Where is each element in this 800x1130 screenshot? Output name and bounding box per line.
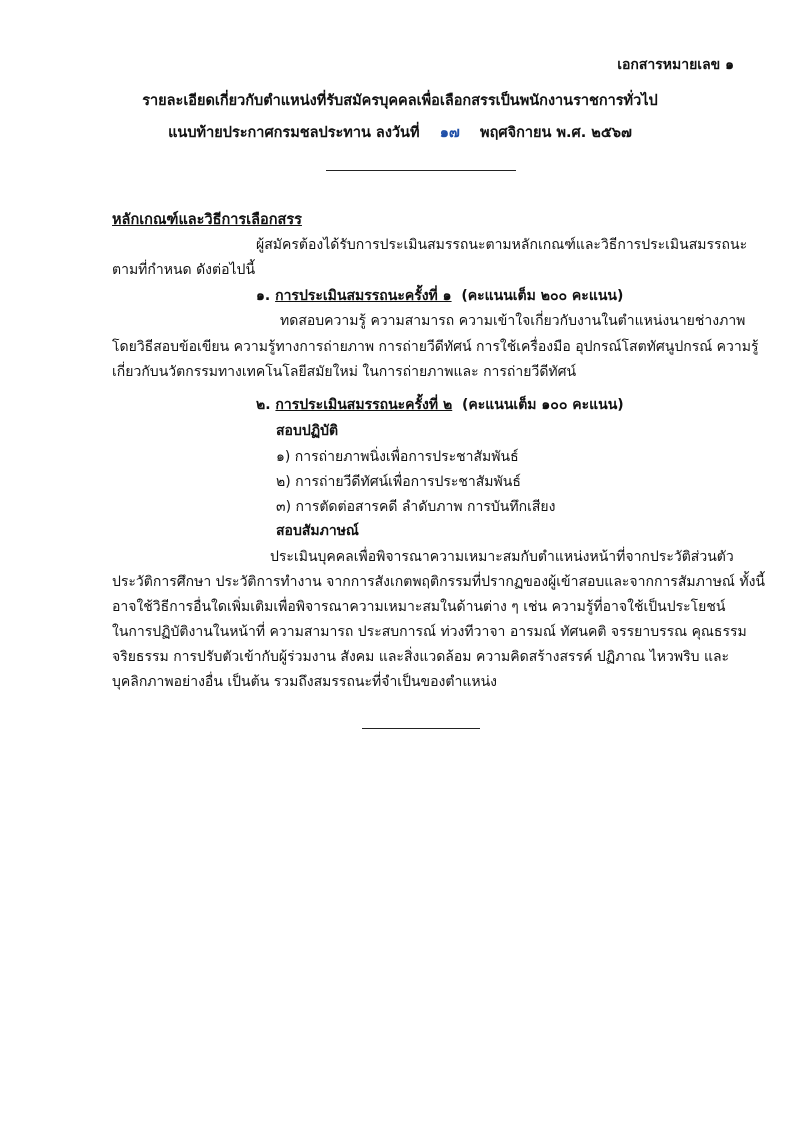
interview-line-1: ประเมินบุคคลเพื่อพิจารณาความเหมาะสมกับตำแหน่งหน้าที่จากประวัติส่วนตัว xyxy=(270,549,734,565)
assessment-1-line-2: โดยวิธีสอบข้อเขียน ความรู้ทางการถ่ายภาพ การถ่ายวีดีทัศน์ การใช้เครื่องมือ อุปกรณ์โสตทัศนูปกรณ์ ความรู้ xyxy=(112,339,759,355)
assessment-1-heading xyxy=(256,287,623,305)
interview-line-5: จริยธรรม การปรับตัวเข้ากับผู้ร่วมงาน สังคม และสิ่งแวดล้อม ความคิดสร้างสรรค์ ปฏิภาณ ไหวพริบ และ xyxy=(112,649,730,665)
document-number: เอกสารหมายเลข ๑ xyxy=(617,57,734,73)
document-subtitle xyxy=(0,124,800,142)
interview-line-2: ประวัติการศึกษา ประวัติการทำงาน จากการสังเกตพฤติกรรมที่ปรากฏของผู้เข้าสอบและจากการสัมภาษณ์ ทั้งนี้ xyxy=(112,574,765,590)
interview-line-3: อาจใช้วิธีการอื่นใดเพิ่มเติมเพื่อพิจารณาความเหมาะสมในด้านต่าง ๆ เช่น ความรู้ที่อาจใช้เป็นประโยชน์ xyxy=(112,599,726,615)
assessment-2-score: (คะแนนเต็ม ๑๐๐ คะแนน) xyxy=(461,397,624,413)
practical-item-1: ๑) การถ่ายภาพนิ่งเพื่อการประชาสัมพันธ์ xyxy=(276,449,519,465)
announcement-month-year: พฤศจิกายน พ.ศ. ๒๕๖๗ xyxy=(480,125,632,141)
practical-item-3: ๓) การตัดต่อสารคดี ลำดับภาพ การบันทึกเสียง xyxy=(276,499,556,515)
intro-line-2: ตามที่กำหนด ดังต่อไปนี้ xyxy=(112,262,256,278)
practical-heading: สอบปฏิบัติ xyxy=(276,423,339,439)
assessment-1-line-1: ทดสอบความรู้ ความสามารถ ความเข้าใจเกี่ยวกับงานในตำแหน่งนายช่างภาพ xyxy=(280,313,746,329)
assessment-2-label: การประเมินสมรรถนะครั้งที่ ๒ xyxy=(275,397,453,413)
document-title: รายละเอียดเกี่ยวกับตำแหน่งที่รับสมัครบุคคลเพื่อเลือกสรรเป็นพนักงานราชการทั่วไป xyxy=(142,93,658,109)
intro-line-1: ผู้สมัครต้องได้รับการประเมินสมรรถนะตามหลักเกณฑ์และวิธีการประเมินสมรรถนะ xyxy=(256,237,748,253)
interview-line-6: บุคลิกภาพอย่างอื่น เป็นต้น รวมถึงสมรรถนะที่จำเป็นของตำแหน่ง xyxy=(112,674,497,690)
announcement-day: ๑๗ xyxy=(439,125,460,141)
interview-line-4: ในการปฏิบัติงานในหน้าที่ ความสามารถ ประสบการณ์ ท่วงทีวาจา อารมณ์ ทัศนคติ จรรยาบรรณ คุณธรรม xyxy=(112,624,747,640)
practical-item-2: ๒) การถ่ายวีดีทัศน์เพื่อการประชาสัมพันธ์ xyxy=(276,474,521,490)
subtitle-prefix: แนบท้ายประกาศกรมชลประทาน ลงวันที่ xyxy=(168,125,420,141)
assessment-2-heading xyxy=(256,396,624,414)
assessment-2-number: ๒. xyxy=(256,397,271,413)
interview-heading: สอบสัมภาษณ์ xyxy=(276,523,359,539)
end-divider xyxy=(362,728,480,729)
assessment-1-label: การประเมินสมรรถนะครั้งที่ ๑ xyxy=(275,288,452,304)
assessment-1-score: (คะแนนเต็ม ๒๐๐ คะแนน) xyxy=(461,288,624,304)
assessment-1-number: ๑. xyxy=(256,288,271,304)
section-heading: หลักเกณฑ์และวิธีการเลือกสรร xyxy=(112,212,302,228)
title-divider xyxy=(326,170,516,171)
assessment-1-line-3: เกี่ยวกับนวัตกรรมทางเทคโนโลยีสมัยใหม่ ในการถ่ายภาพและ การถ่ายวีดีทัศน์ xyxy=(112,364,577,380)
